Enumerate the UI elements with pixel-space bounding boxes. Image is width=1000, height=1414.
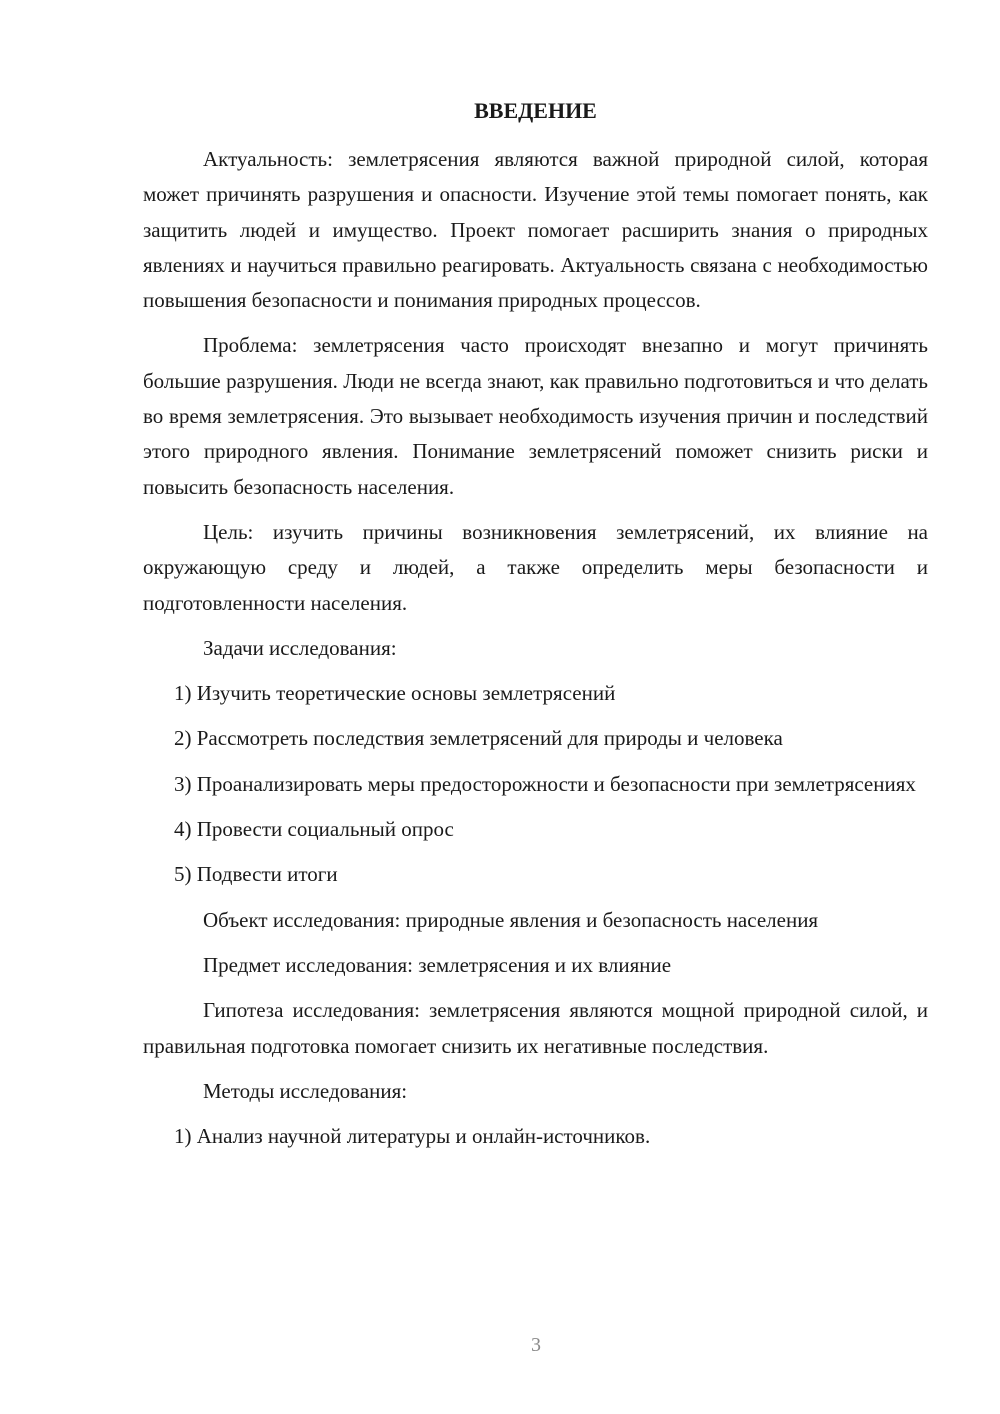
goal-paragraph: Цель: изучить причины возникновения землетрясений, их влияние на окружающую среду и людей, а также определить меры безопасности и подготовленности населения. [143, 519, 928, 615]
task-item-4: 4) Провести социальный опрос [174, 817, 454, 842]
subject-paragraph: Предмет исследования: землетрясения и их влияние [203, 952, 672, 977]
document-body [143, 142, 928, 1164]
task-item-1: 1) Изучить теоретические основы землетрясений [174, 681, 616, 706]
methods-heading: Методы исследования: [203, 1078, 408, 1103]
task-item-3: 3) Проанализировать меры предосторожности и безопасности при землетрясениях [174, 771, 916, 796]
problem-paragraph: Проблема: землетрясения часто происходят внезапно и могут причинять большие разрушения. Люди не всегда знают, как правильно подготовиться и что делать во время землетрясения. Это вызывает необходимость изучения причин и последствий этого природного явления. Понимание землетрясений поможет снизить риски и повысить безопасность населения. [143, 333, 928, 499]
relevance-paragraph: Актуальность: землетрясения являются важной природной силой, которая может причинять разрушения и опасности. Изучение этой темы помогает понять, как защитить людей и имущество. Проект помогает расширить знания о природных явлениях и научиться правильно реагировать. Актуальность связана с необходимостью повышения безопасности и понимания природных процессов. [143, 147, 928, 313]
task-item-5: 5) Подвести итоги [174, 862, 338, 887]
task-item-2: 2) Рассмотреть последствия землетрясений для природы и человека [174, 726, 783, 751]
tasks-heading: Задачи исследования: [203, 635, 397, 660]
page-number: 3 [531, 1334, 541, 1356]
object-paragraph: Объект исследования: природные явления и безопасность населения [203, 907, 819, 932]
method-item-1: 1) Анализ научной литературы и онлайн-источников. [174, 1124, 651, 1149]
hypothesis-paragraph: Гипотеза исследования: землетрясения являются мощной природной силой, и правильная подготовка помогает снизить их негативные последствия. [143, 998, 928, 1058]
page-title: ВВЕДЕНИЕ [474, 98, 597, 123]
